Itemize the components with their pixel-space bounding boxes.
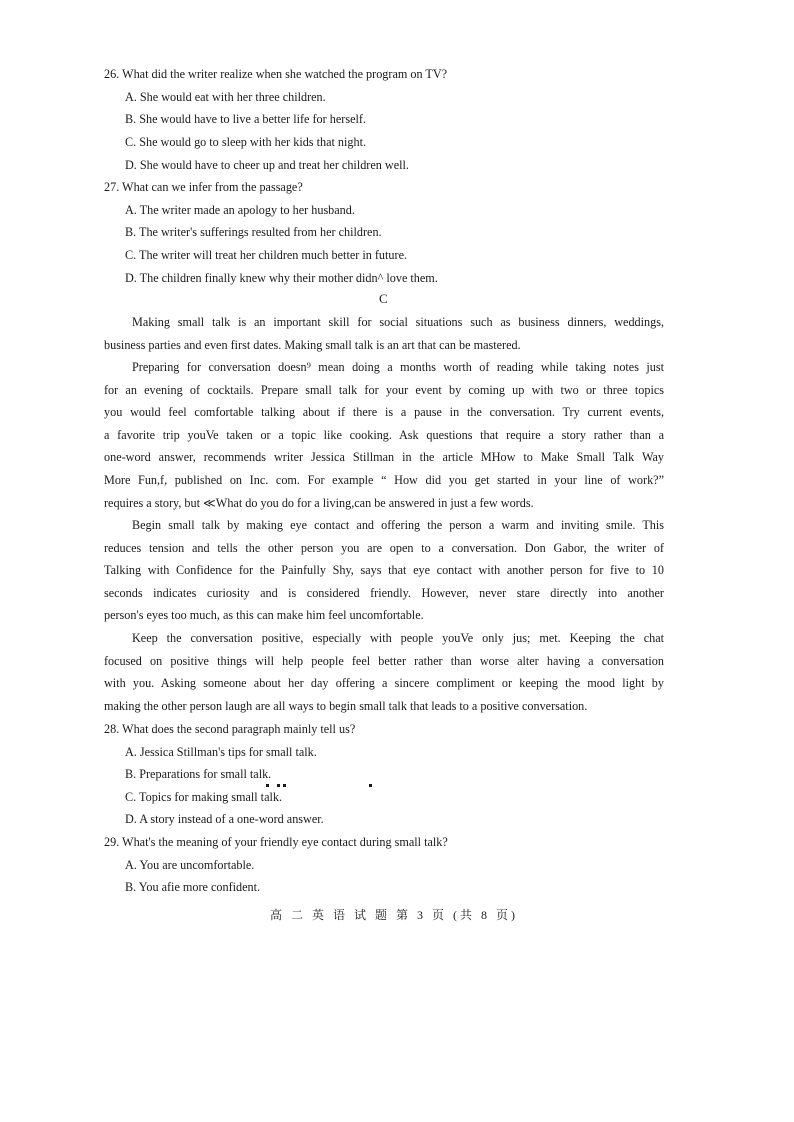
q26-option-a: A. She would eat with her three children.: [125, 90, 326, 104]
q28-option-a: A. Jessica Stillman's tips for small talk.: [125, 745, 317, 759]
page-footer: 高 二 英 语 试 题 第 3 页 (共 8 页): [270, 908, 518, 922]
passage-paragraph-4: [104, 627, 664, 717]
paragraph-line: focused on positive things will help people feel better rather than worse alter having a conversation: [104, 653, 664, 668]
scan-mark: [266, 784, 269, 787]
paragraph-line: person's eyes too much, as this can make him feel uncomfortable.: [104, 608, 424, 623]
section-label: C: [379, 291, 388, 306]
question-26: 26. What did the writer realize when she watched the program on TV?: [104, 67, 448, 81]
q26-option-d: D. She would have to cheer up and treat her children well.: [125, 158, 409, 172]
paragraph-line: requires a story, but ≪What do you do for a living,can be answered in just a few words.: [104, 495, 534, 510]
q27-option-c: C. The writer will treat her children much better in future.: [125, 248, 408, 262]
paragraph-line: Keep the conversation positive, especially with people youVe only jus; met. Keeping the chat: [132, 631, 664, 645]
q28-option-c: C. Topics for making small talk.: [125, 790, 283, 804]
paragraph-line: a favorite trip youVe taken or a topic like cooking. Ask questions that require a story rather than a: [104, 427, 664, 442]
paragraph-line: Preparing for conversation doesn⁹ mean doing a months worth of reading while taking notes just: [132, 360, 664, 374]
question-28: 28. What does the second paragraph mainly tell us?: [104, 722, 356, 736]
paragraph-line: with you. Asking someone about her day offering a sincere compliment or keeping the mood light by: [104, 676, 664, 691]
q28-option-d: D. A story instead of a one-word answer.: [125, 812, 324, 826]
paragraph-line: you would feel comfortable talking about if there is a pause in the conversation. Try current events,: [104, 405, 664, 420]
q27-option-d: D. The children finally knew why their mother didn^ love them.: [125, 271, 438, 285]
scan-mark: [277, 784, 280, 787]
question-27: 27. What can we infer from the passage?: [104, 180, 303, 194]
paragraph-line: reduces tension and tells the other person you are open to a conversation. Don Gabor, the writer of: [104, 540, 664, 555]
q29-option-b: B. You afie more confident.: [125, 880, 261, 894]
q29-option-a: A. You are uncomfortable.: [125, 858, 255, 872]
scan-mark: [283, 784, 286, 787]
passage-paragraph-3: [104, 514, 664, 627]
paragraph-line: business parties and even first dates. Making small talk is an art that can be mastered.: [104, 337, 521, 352]
paragraph-line: making the other person laugh are all ways to begin small talk that leads to a positive conversation.: [104, 698, 588, 713]
paragraph-line: Making small talk is an important skill for social situations such as business dinners, weddings,: [132, 315, 664, 329]
q27-option-b: B. The writer's sufferings resulted from her children.: [125, 225, 382, 239]
paragraph-line: for an evening of cocktails. Prepare small talk for your event by coming up with two or three topics: [104, 382, 664, 397]
passage-paragraph-2: [104, 356, 664, 514]
paragraph-line: Begin small talk by making eye contact and offering the person a warm and inviting smile. This: [132, 518, 664, 532]
q28-option-b: B. Preparations for small talk.: [125, 767, 272, 781]
paragraph-line: More Fun,f, published on Inc. com. For example “ How did you get started in your line of work?”: [104, 472, 664, 487]
q26-option-c: C. She would go to sleep with her kids that night.: [125, 135, 367, 149]
paragraph-line: one-word answer, recommends writer Jessica Stillman in the article MHow to Make Small Talk Way: [104, 450, 664, 465]
q27-option-a: A. The writer made an apology to her husband.: [125, 203, 355, 217]
paragraph-line: seconds indicates curiosity and is considered friendly. However, never stare directly into another: [104, 585, 664, 600]
passage-paragraph-1: [104, 311, 664, 356]
paragraph-line: Talking with Confidence for the Painfully Shy, says that eye contact with another person for five to 10: [104, 563, 664, 578]
q26-option-b: B. She would have to live a better life for herself.: [125, 112, 366, 126]
scan-mark: [369, 784, 372, 787]
question-29: 29. What's the meaning of your friendly eye contact during small talk?: [104, 835, 448, 849]
